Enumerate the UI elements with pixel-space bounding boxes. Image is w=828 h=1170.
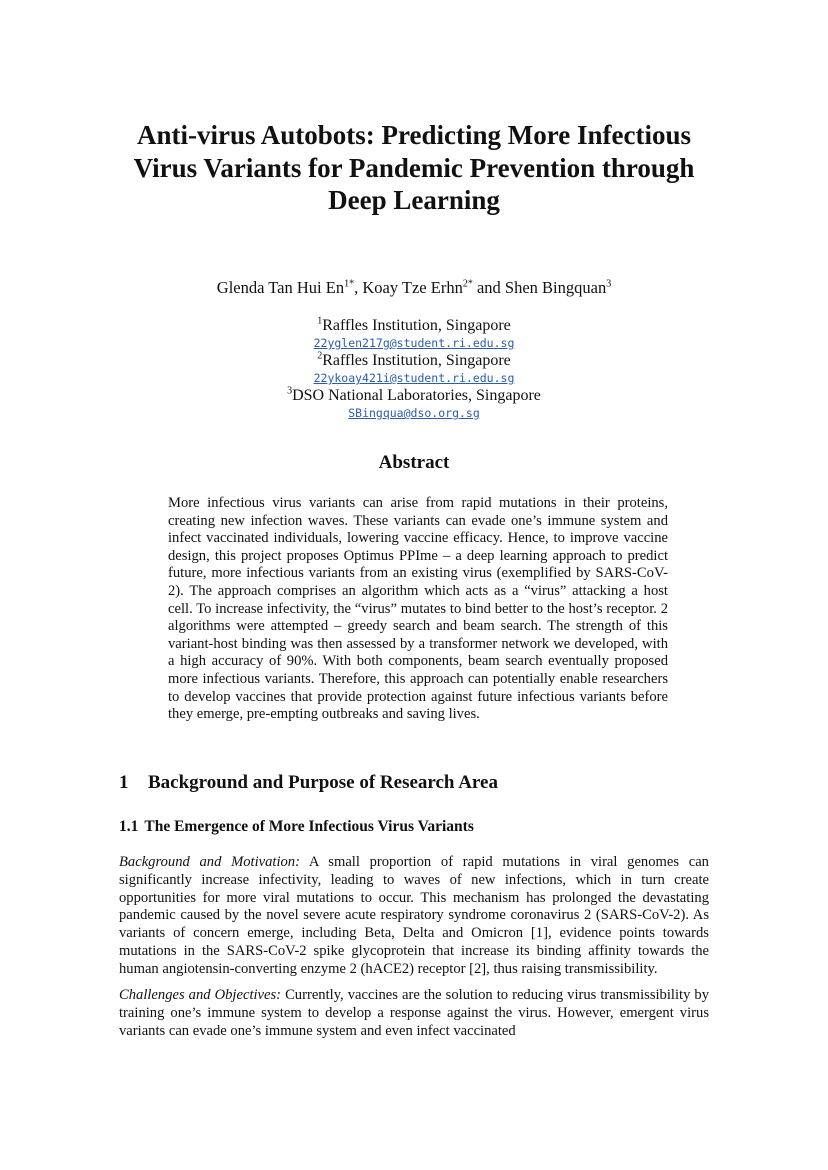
- body-paragraph: [119, 987, 709, 1040]
- paragraph-lead: Challenges and Objectives:: [119, 987, 282, 1003]
- author-mark: 3: [606, 278, 612, 290]
- author-separator: ,: [354, 278, 363, 297]
- affiliation-mark: 3: [287, 385, 293, 397]
- author-name: Shen Bingquan: [504, 278, 607, 297]
- author-name: Koay Tze Erhn: [362, 278, 463, 297]
- title-line: Anti-virus Autobots: Predicting More Infectious: [137, 120, 691, 150]
- affiliation: [90, 316, 738, 336]
- affiliation: [90, 351, 738, 371]
- section-heading: [119, 771, 498, 795]
- paragraph-text: Currently, vaccines are the solution to reducing virus transmissibility by training one’s immune system to develop a response against the virus. However, emergent virus variants can evade one’s immune system and even infect vaccinated: [119, 987, 709, 1039]
- author-separator: and: [472, 278, 505, 297]
- paragraph-text: A small proportion of rapid mutations in viral genomes can significantly increase infectivity, leading to waves of new infections, which in turn create opportunities for more viral mutations to occur. This mechanism has prolonged the devastating pandemic caused by the novel severe acute respiratory syndrome coronavirus 2 (SARS-CoV-2). As variants of concern emerge, including Beta, Delta and Omicron [1], evidence points towards mutations in the SARS-CoV-2 spike glycoprotein that increase its binding affinity towards the human angiotensin-converting enzyme 2 (hACE2) receptor [2], thus raising transmissibility.: [119, 854, 709, 977]
- subsection-number: 1.1: [119, 818, 139, 835]
- title-line: Virus Variants for Pandemic Prevention through: [133, 152, 695, 183]
- section-title: Background and Purpose of Research Area: [148, 772, 498, 793]
- author-list: [90, 278, 738, 298]
- paragraph-lead: Background and Motivation:: [119, 854, 300, 870]
- affiliation-mark: 2: [317, 350, 323, 362]
- affiliation-name: Raffles Institution, Singapore: [322, 352, 511, 369]
- author-mark: 1*: [344, 278, 355, 290]
- subsection-heading: [119, 817, 474, 837]
- title-line: Deep Learning: [328, 185, 500, 215]
- author-mark: 2*: [462, 278, 473, 290]
- email-link[interactable]: 22ykoay421i@student.ri.edu.sg: [313, 371, 515, 385]
- affiliations: [90, 316, 738, 421]
- abstract-heading: Abstract: [378, 452, 450, 473]
- section-number: 1: [119, 772, 129, 793]
- paper-title: [90, 119, 738, 217]
- abstract-text: More infectious virus variants can arise from rapid mutations in their proteins, creating new infection waves. These variants can evade one’s immune system and infect vaccinated individuals, lowering vaccine efficacy. Hence, to improve vaccine design, this project proposes Optimus PPIme – a deep learning approach to predict future, more infectious variants from an existing virus (exemplified by SARS-CoV-2). The approach comprises an algorithm which acts as a “virus” attacking a host cell. To increase infectivity, the “virus” mutates to bind better to the host’s receptor. 2 algorithms were attempted – greedy search and beam search. The strength of this variant-host binding was then assessed by a transformer network we developed, with a high accuracy of 90%. With both components, beam search eventually proposed more infectious variants. Therefore, this approach can potentially enable researchers to develop vaccines that provide protection against future infectious variants before they emerge, pre-empting outbreaks and saving lives.: [168, 495, 668, 723]
- affiliation-name: DSO National Laboratories, Singapore: [292, 387, 541, 404]
- body-paragraph: [119, 854, 709, 979]
- affiliation: [90, 386, 738, 406]
- email-link[interactable]: SBingqua@dso.org.sg: [348, 406, 480, 420]
- affiliation-mark: 1: [317, 315, 323, 327]
- email-link[interactable]: 22yglen217g@student.ri.edu.sg: [313, 336, 515, 350]
- affiliation-name: Raffles Institution, Singapore: [322, 317, 511, 334]
- author-name: Glenda Tan Hui En: [216, 278, 345, 297]
- subsection-title: The Emergence of More Infectious Virus Variants: [144, 818, 474, 835]
